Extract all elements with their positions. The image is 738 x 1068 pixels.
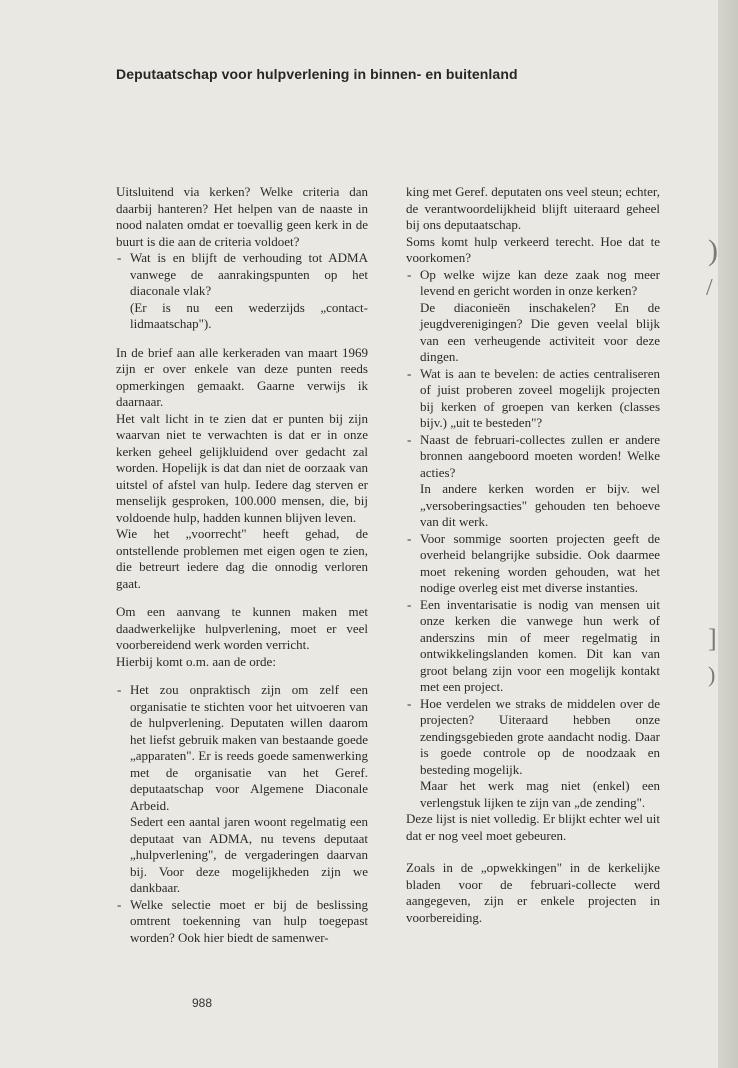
paragraph-lijst: Deze lijst is niet volledig. Er blijkt echter wel uit dat er nog veel moet gebeuren. bbox=[406, 811, 660, 843]
bullet-continuation: Maar het werk mag niet (enkel) een verlengstuk lijken te zijn van „de zending". bbox=[420, 778, 660, 810]
bullet-text: - Wat is aan te bevelen: de acties centraliseren of juist proberen zoveel mogelijk projecten bij kerken of groepen van kerken (classes bijv.) „uit te besteden"? bbox=[420, 365, 660, 430]
list-item bbox=[406, 267, 660, 366]
bullet-note: (Er is nu een wederzijds „contact-lidmaatschap"). bbox=[130, 299, 368, 331]
bullet-text: - Het zou onpraktisch zijn om zelf een organisatie te stichten voor het uitvoeren van de hulpverlening. Deputaten willen daarom het liefst gebruik maken van bestaande goede „apparaten". Er is reeds goede samenwerking met de organisatie van het Geref. deputaatschap voor Algemene Diaconale Arbeid. bbox=[130, 682, 368, 813]
bullet-text: - Op welke wijze kan deze zaak nog meer levend en gericht worden in onze kerken? bbox=[420, 266, 660, 298]
bullet-text: - Naast de februari-collectes zullen er andere bronnen aangeboord moeten worden! Welke acties? bbox=[420, 431, 660, 480]
paragraph-hierbij: Hierbij komt o.m. aan de orde: bbox=[116, 653, 276, 669]
left-column bbox=[116, 184, 368, 946]
bullet-list-right bbox=[406, 267, 660, 812]
edge-mark-bottom: ) bbox=[708, 662, 716, 687]
list-item bbox=[116, 250, 368, 333]
bullet-continuation: In andere kerken worden er bijv. wel „versoberingsacties" gehouden ten behoeve van dit werk. bbox=[420, 481, 660, 529]
edge-mark-top: ) bbox=[708, 234, 718, 267]
list-item bbox=[116, 897, 368, 947]
bullet-text: - Hoe verdelen we straks de middelen over de projecten? Uiteraard hebben onze zendingsgebieden grote aandacht nodig. Daar is goede controle op de noodzaak en besteding mogelijk. bbox=[420, 695, 660, 777]
bullet-text: - Voor sommige soorten projecten geeft de overheid belangrijke subsidie. Ook daarmee moet rekening worden gehouden, wat het nodige overleg eist met diverse instanties. bbox=[420, 530, 660, 595]
list-item bbox=[406, 366, 660, 432]
bullet-text: - Welke selectie moet er bij de beslissing omtrent toekenning van hulp toegepast worden? Ook hier biedt de samenwer- bbox=[130, 896, 368, 945]
list-item bbox=[116, 682, 368, 897]
paragraph-voorrecht: Wie het „voorrecht" heeft gehad, de ontstellende problemen met eigen ogen te zien, die betreurt iedere dag die onnodig verloren gaat. bbox=[116, 526, 368, 591]
list-item bbox=[406, 432, 660, 531]
bullet-continuation: Sedert een aantal jaren woont regelmatig een deputaat van ADMA, nu tevens deputaat „hulpverlening", de vergaderingen daarvan bij. Voor deze mogelijkheden zijn we dankbaar. bbox=[130, 814, 368, 895]
list-item bbox=[406, 696, 660, 812]
page-header-title: Deputaatschap voor hulpverlening in binnen- en buitenland bbox=[116, 66, 518, 82]
paragraph-soms: Soms komt hulp verkeerd terecht. Hoe dat te voorkomen? bbox=[406, 233, 660, 265]
paragraph-opwekkingen: Zoals in de „opwekkingen" in de kerkelijke bladen voor de februari-collecte werd aangegeven, zijn er enkele projecten in voorbereiding. bbox=[406, 860, 660, 925]
bullet-text: - Wat is en blijft de verhouding tot ADMA vanwege de aanrakingspunten op het diaconale vlak? bbox=[130, 250, 368, 298]
paragraph-brief: In de brief aan alle kerkeraden van maart 1969 zijn er over enkele van deze punten reeds opmerkingen gemaakt. Gaarne verwijs ik daarnaar. bbox=[116, 344, 368, 409]
edge-mark-mid: / bbox=[706, 275, 713, 301]
paragraph-intro: Uitsluitend via kerken? Welke criteria dan daarbij hanteren? Het helpen van de naaste in nood nalaten omdat er toevallig geen kerk in de buurt is die aan de criteria voldoet? bbox=[116, 184, 368, 249]
list-item bbox=[406, 531, 660, 597]
bullet-continuation: De diaconieën inschakelen? En de jeugdverenigingen? Die geven veelal blijk van een verheugende activiteit voor deze dingen. bbox=[420, 299, 660, 364]
bullet-list-orde bbox=[116, 682, 368, 946]
list-item bbox=[406, 597, 660, 696]
bullet-list-adma bbox=[116, 250, 368, 333]
page-number: 988 bbox=[192, 996, 213, 1010]
right-column bbox=[406, 184, 660, 926]
paragraph-licht: Het valt licht in te zien dat er punten bij zijn waarvan niet te verwachten is dat er in onze kerken geheel gelijkluidend over gedacht zal worden. Hopelijk is dat dan niet de oorzaak van uitstel of afstel van hulp. Iedere dag sterven er menselijk gesproken, 100.000 mensen, die, bij voldoende hulp, hadden kunnen blijven leven. bbox=[116, 410, 368, 525]
paragraph-aanvang: Om een aanvang te kunnen maken met daadwerkelijke hulpverlening, moet er veel voorbereidend werk worden verricht. bbox=[116, 604, 368, 652]
page-edge bbox=[718, 0, 738, 1068]
bullet-text: - Een inventarisatie is nodig van mensen uit onze kerken die vanwege hun werk of anderszins min of meer regelmatig in ontwikkelingslanden komen. Dit kan van groot belang zijn voor een mogelijk kontakt met een project. bbox=[420, 596, 660, 694]
edge-mark-lower: ] bbox=[708, 624, 717, 653]
paragraph-continued: king met Geref. deputaten ons veel steun; echter, de verantwoordelijkheid blijft uiteraard geheel bij ons deputaatschap. bbox=[406, 184, 660, 232]
